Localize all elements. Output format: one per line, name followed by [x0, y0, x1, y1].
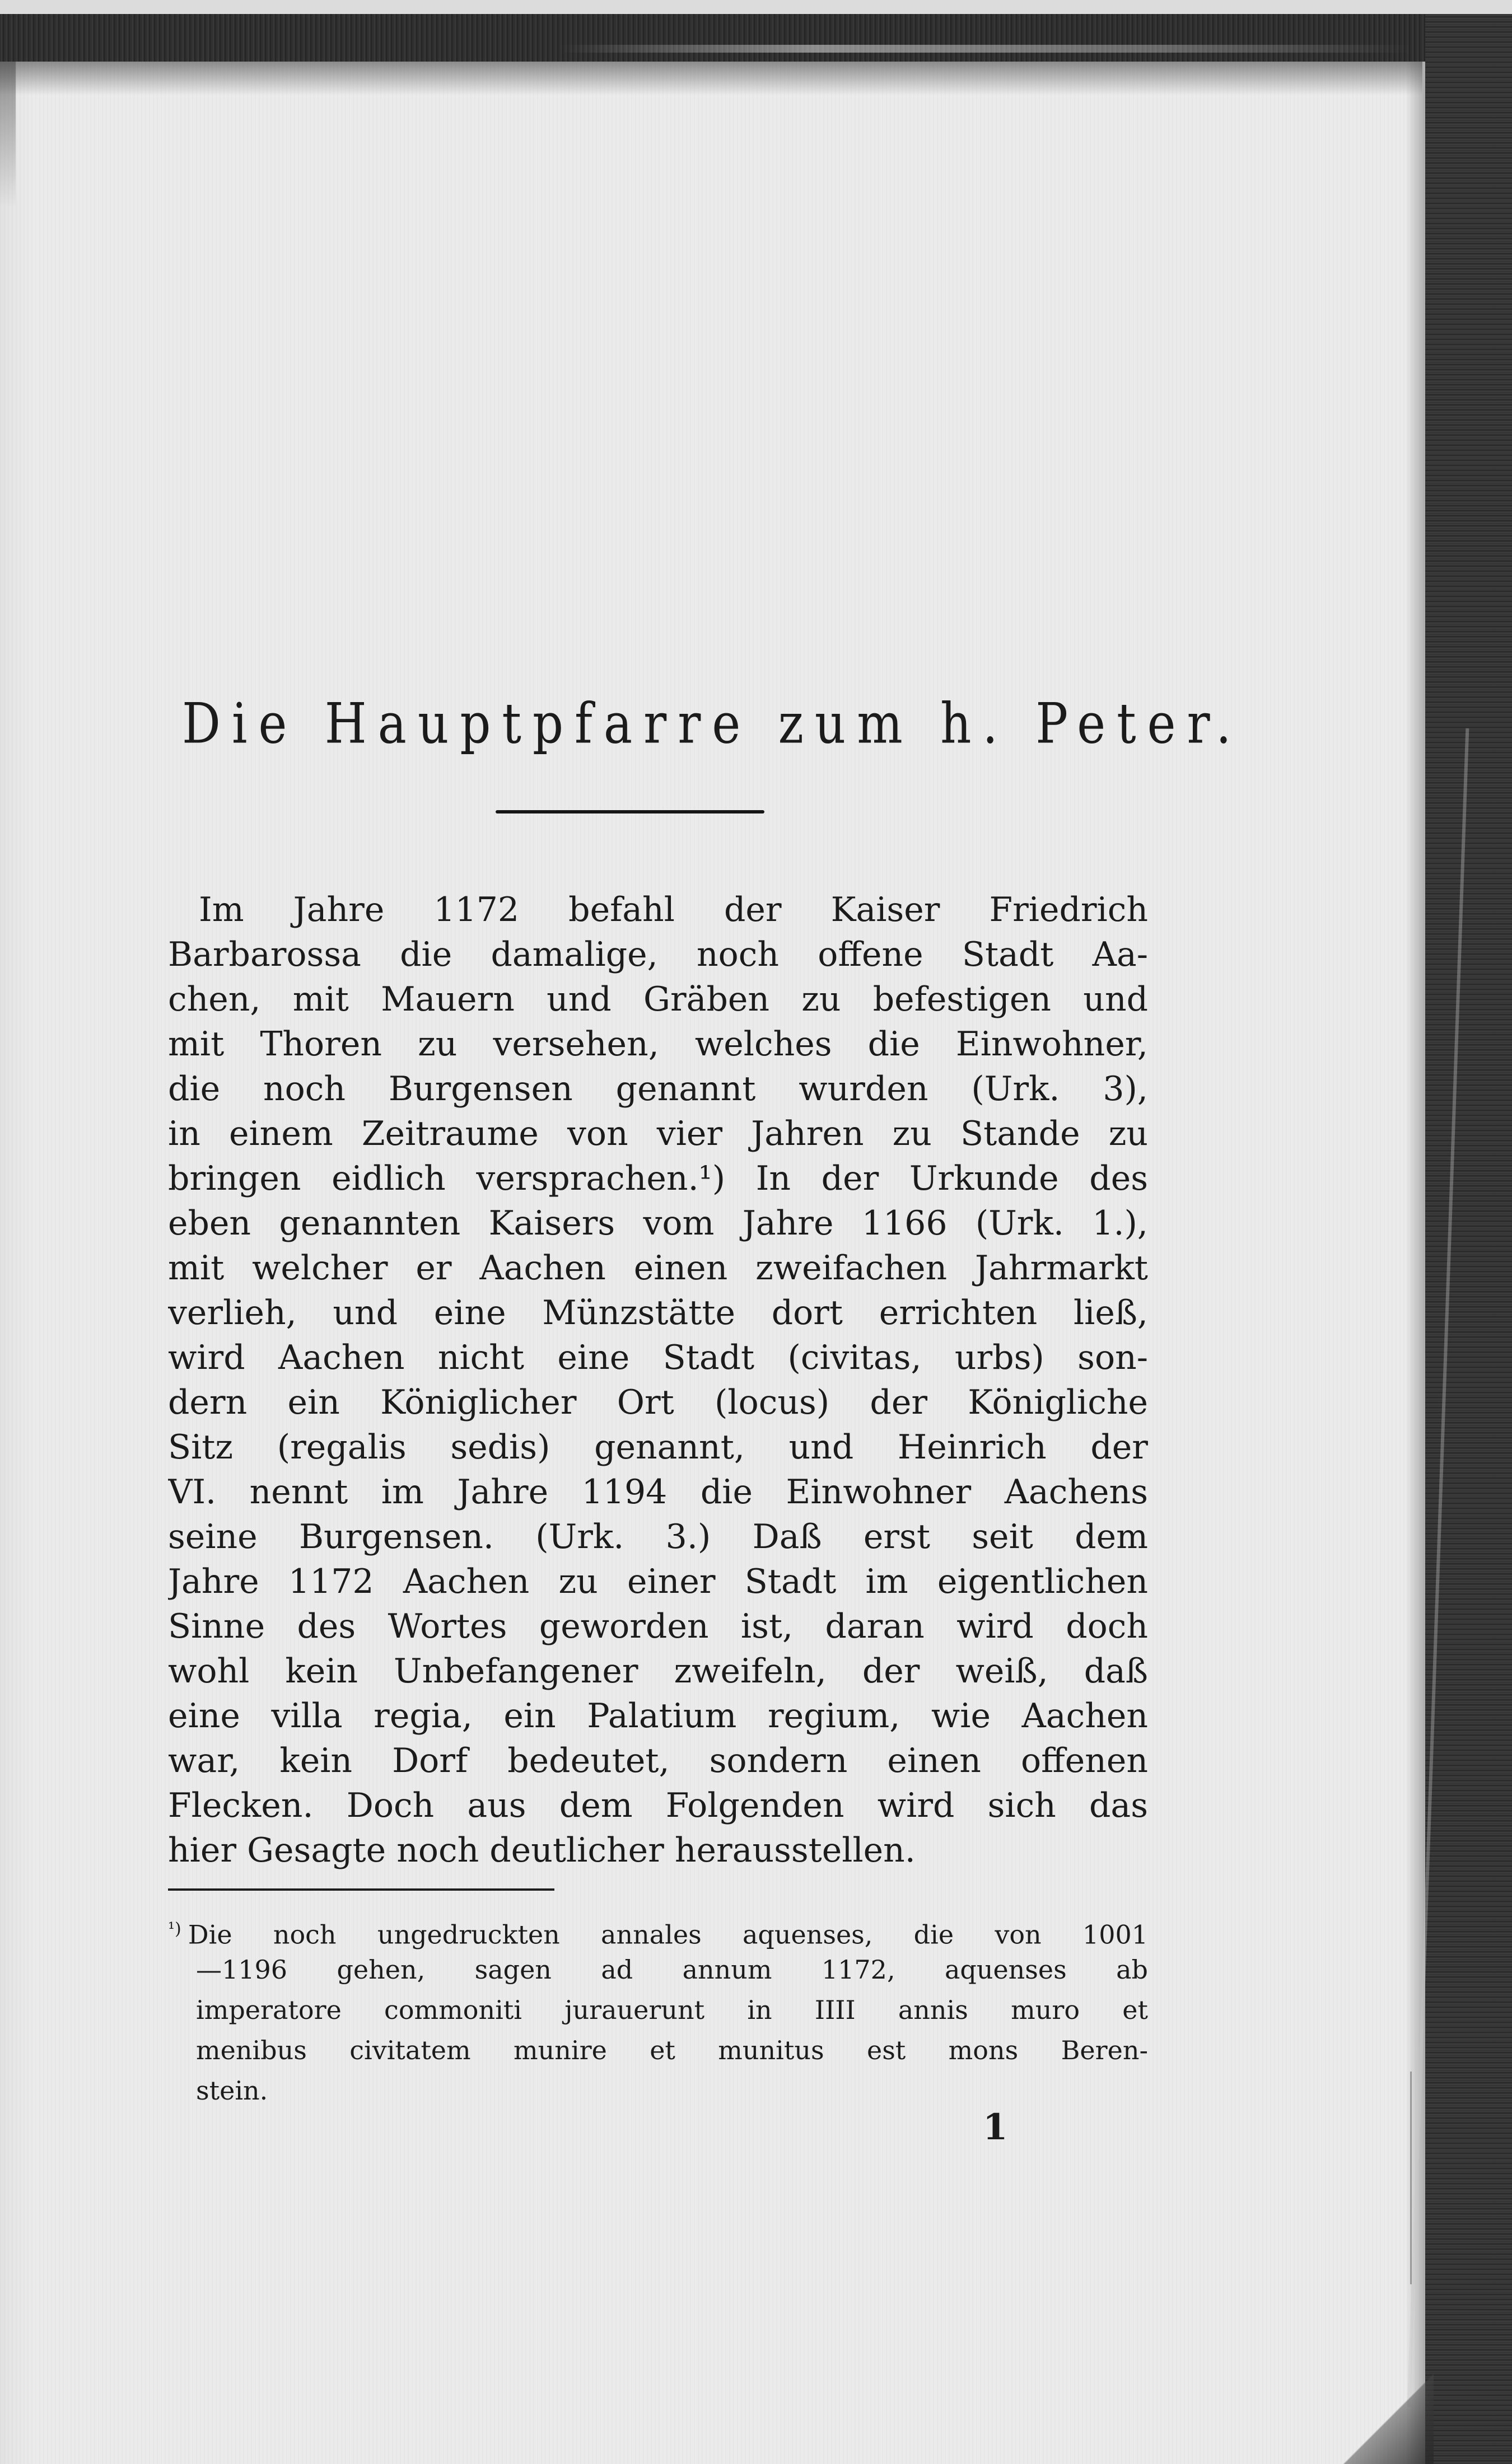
- body-line: war, kein Dorf bedeutet, sondern einen offenen: [168, 1741, 1148, 1780]
- body-line: mit Thoren zu versehen, welches die Einwohner,: [168, 1025, 1148, 1064]
- footnote: [168, 1909, 1148, 2111]
- footnote-marker: ¹): [168, 1919, 181, 1939]
- body-line: mit welcher er Aachen einen zweifachen Jahrmarkt: [168, 1249, 1148, 1288]
- page-number: 1: [983, 2106, 1008, 2148]
- body-line: Sinne des Wortes geworden ist, daran wird doch: [168, 1607, 1148, 1646]
- body-paragraph: [168, 887, 1148, 1873]
- body-line: die noch Burgensen genannt wurden (Urk. 3),: [168, 1069, 1148, 1109]
- scan-top-dark-border: [0, 14, 1512, 62]
- scan-left-shadow: [0, 62, 16, 207]
- scan-right-dark-border: [1425, 14, 1512, 2464]
- footnote-line-text: Die noch ungedruckten annales aquenses, die von 1001: [188, 1919, 1148, 1949]
- chapter-title: Die Hauptpfarre zum h. Peter.: [182, 691, 1243, 756]
- body-line: bringen eidlich versprachen.¹) In der Urkunde des: [168, 1159, 1148, 1198]
- body-line: wird Aachen nicht eine Stadt (civitas, urbs) son-: [168, 1338, 1148, 1377]
- body-line: VI. nennt im Jahre 1194 die Einwohner Aachens: [168, 1472, 1148, 1512]
- body-line: Sitz (regalis sedis) genannt, und Heinrich der: [168, 1428, 1148, 1467]
- body-line: eine villa regia, ein Palatium regium, wie Aachen: [168, 1696, 1148, 1736]
- title-divider: [496, 810, 764, 813]
- body-line: Jahre 1172 Aachen zu einer Stadt im eigentlichen: [168, 1562, 1148, 1601]
- body-line: hier Gesagte noch deutlicher herausstellen.: [168, 1831, 916, 1870]
- footnote-line: imperatore commoniti jurauerunt in IIII annis muro et: [196, 1995, 1148, 2025]
- body-line: seine Burgensen. (Urk. 3.) Daß erst seit dem: [168, 1517, 1148, 1556]
- scan-top-border-streak: [560, 45, 1411, 53]
- body-line: Flecken. Doch aus dem Folgenden wird sich das: [168, 1786, 1148, 1825]
- body-line: Barbarossa die damalige, noch offene Stadt Aa-: [168, 935, 1148, 974]
- scan-bottom-right-corner: [1333, 2363, 1434, 2464]
- body-line: eben genannten Kaisers vom Jahre 1166 (Urk. 1.),: [168, 1204, 1148, 1243]
- footnote-line: —1196 gehen, sagen ad annum 1172, aquenses ab: [196, 1955, 1148, 1985]
- scan-page-edge-line: [1410, 2072, 1412, 2284]
- body-line: Im Jahre 1172 befahl der Kaiser Friedrich: [199, 890, 1148, 929]
- body-line: dern ein Königlicher Ort (locus) der Königliche: [168, 1383, 1148, 1422]
- scan-top-margin: [0, 0, 1512, 14]
- body-line: in einem Zeitraume von vier Jahren zu Stande zu: [168, 1114, 1148, 1153]
- body-line: wohl kein Unbefangener zweifeln, der weiß, daß: [168, 1652, 1148, 1691]
- scan-top-shadow: [0, 62, 1422, 95]
- body-line: verlieh, und eine Münzstätte dort errichten ließ,: [168, 1293, 1148, 1332]
- scan-right-edge-shadow: [1406, 62, 1428, 2464]
- footnote-line: stein.: [196, 2075, 268, 2106]
- footnote-line: [168, 1909, 1148, 1949]
- body-line: chen, mit Mauern und Gräben zu befestigen und: [168, 980, 1148, 1019]
- footnote-divider: [168, 1888, 554, 1891]
- footnote-line: menibus civitatem munire et munitus est mons Beren-: [196, 2035, 1148, 2065]
